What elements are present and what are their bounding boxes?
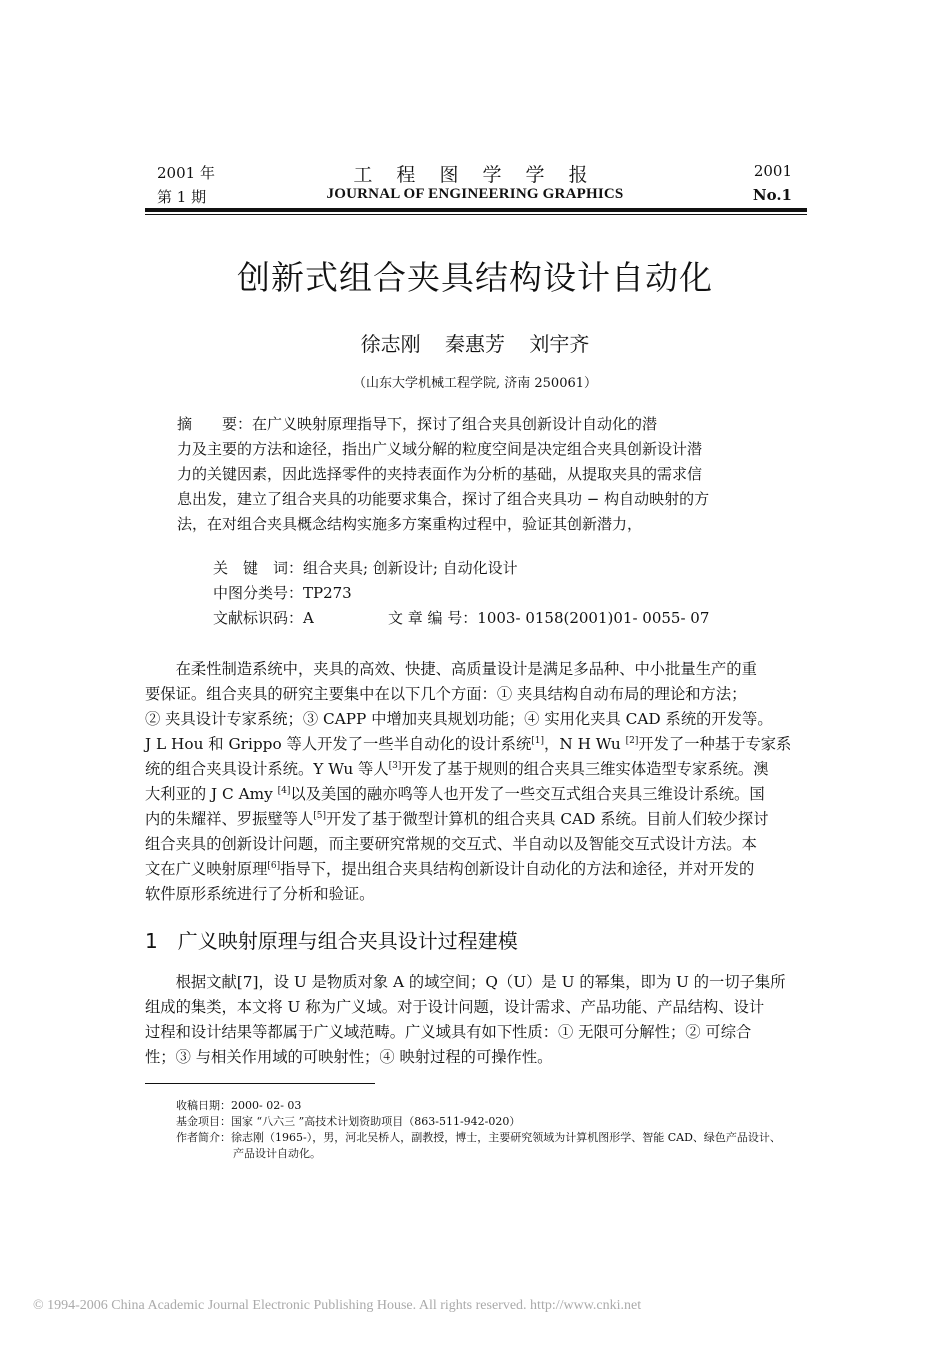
document-code: 文献标识码：A <box>213 609 314 627</box>
article-number: 文 章 编 号：1003- 0158(2001)01- 0055- 07 <box>388 609 710 627</box>
body-line: 性；③ 与相关作用域的可映射性；④ 映射过程的可操作性。 <box>145 1048 553 1066</box>
footnote-received: 收稿日期：2000- 02- 03 <box>176 1099 302 1112</box>
citation-ref: [4] <box>277 785 291 796</box>
body-line: 内的朱耀祥、罗振璧等人[5]开发了基于微型计算机的组合夹具 CAD 系统。目前人们较少探讨 <box>145 810 769 828</box>
body-line: J L Hou 和 Grippo 等人开发了一些半自动化的设计系统[1]，N H Wu [2]开发了一种基于专家系 <box>145 735 792 753</box>
journal-title-en: JOURNAL OF ENGINEERING GRAPHICS <box>326 186 624 202</box>
journal-title-cn: 工 程 图 学 学 报 <box>353 164 597 186</box>
article-authors: 徐志刚 秦惠芳 刘宇齐 <box>360 332 590 356</box>
header-rule-thick <box>145 208 807 212</box>
header-year: 2001 <box>753 162 792 180</box>
body-line: 统的组合夹具设计系统。Y Wu 等人[3]开发了基于规则的组合夹具三维实体造型专家系统。澳 <box>145 760 769 778</box>
body-line: 过程和设计结果等都属于广义域范畴。广义域具有如下性质：① 无限可分解性；② 可综合 <box>145 1023 752 1041</box>
section-heading: 1 广义映射原理与组合夹具设计过程建模 <box>145 929 518 953</box>
abstract-line: 法，在对组合夹具概念结构实施多方案重构过程中，验证其创新潜力， <box>177 515 643 533</box>
copyright-notice: © 1994-2006 China Academic Journal Electronic Publishing House. All rights reserved. http://www.cnki.net <box>33 1298 642 1313</box>
abstract-line: 息出发，建立了组合夹具的功能要求集合，探讨了组合夹具功 − 构自动映射的方 <box>177 490 710 508</box>
abstract-line: 力的关键因素，因此选择零件的夹持表面作为分析的基础，从提取夹具的需求信 <box>177 465 703 483</box>
citation-ref: [6] <box>267 860 281 871</box>
footnote-rule <box>145 1083 375 1084</box>
citation-ref: [5] <box>313 810 327 821</box>
header-rule-thin <box>145 214 807 215</box>
footnote-author-bio: 作者简介：徐志刚（1965-），男，河北吴桥人，副教授，博士，主要研究领域为计算机图形学、智能 CAD、绿色产品设计、 <box>176 1131 781 1144</box>
body-line: ② 夹具设计专家系统；③ CAPP 中增加夹具规划功能；④ 实用化夹具 CAD 系统的开发等。 <box>145 710 773 728</box>
article-title: 创新式组合夹具结构设计自动化 <box>237 258 713 297</box>
body-line: 要保证。组合夹具的研究主要集中在以下几个方面：① 夹具结构自动布局的理论和方法； <box>145 685 747 703</box>
abstract-line: 力及主要的方法和途径，指出广义域分解的粒度空间是决定组合夹具创新设计潜 <box>177 440 703 458</box>
body-line: 组成的集类，本文将 U 称为广义域。对于设计问题，设计需求、产品功能、产品结构、设计 <box>145 998 765 1016</box>
body-line: 文在广义映射原理[6]指导下，提出组合夹具结构创新设计自动化的方法和途径，并对开发的 <box>145 860 755 878</box>
body-line: 软件原形系统进行了分析和验证。 <box>145 885 375 903</box>
body-line: 组合夹具的创新设计问题，而主要研究常规的交互式、半自动以及智能交互式设计方法。本 <box>145 835 757 853</box>
header-issue: No.1 <box>752 186 792 204</box>
clc-number: 中图分类号：TP273 <box>213 584 352 602</box>
body-line: 大利亚的 J C Amy [4]以及美国的融亦鸣等人也开发了一些交互式组合夹具三维设计系统。国 <box>145 785 765 803</box>
header-year-cn: 2001 年 <box>157 164 215 182</box>
footnote-fund: 基金项目：国家 “八六三 ”高技术计划资助项目（863-511-942-020） <box>176 1115 521 1128</box>
citation-ref: [2] <box>625 735 639 746</box>
citation-ref: [1] <box>531 735 545 746</box>
footnote-author-bio-cont: 产品设计自动化。 <box>233 1147 321 1160</box>
article-affiliation: （山东大学机械工程学院, 济南 250061） <box>352 376 598 391</box>
body-line: 在柔性制造系统中，夹具的高效、快捷、高质量设计是满足多品种、中小批量生产的重 <box>145 660 757 678</box>
header-issue-cn: 第 1 期 <box>157 188 207 206</box>
body-line: 根据文献[7]，设 U 是物质对象 A 的域空间；Q（U）是 U 的幂集，即为 U 的一切子集所 <box>145 973 786 991</box>
abstract-line: 摘 要：在广义映射原理指导下，探讨了组合夹具创新设计自动化的潜 <box>177 415 658 433</box>
citation-ref: [3] <box>388 760 402 771</box>
keywords-line: 关 键 词：组合夹具; 创新设计; 自动化设计 <box>213 559 518 577</box>
